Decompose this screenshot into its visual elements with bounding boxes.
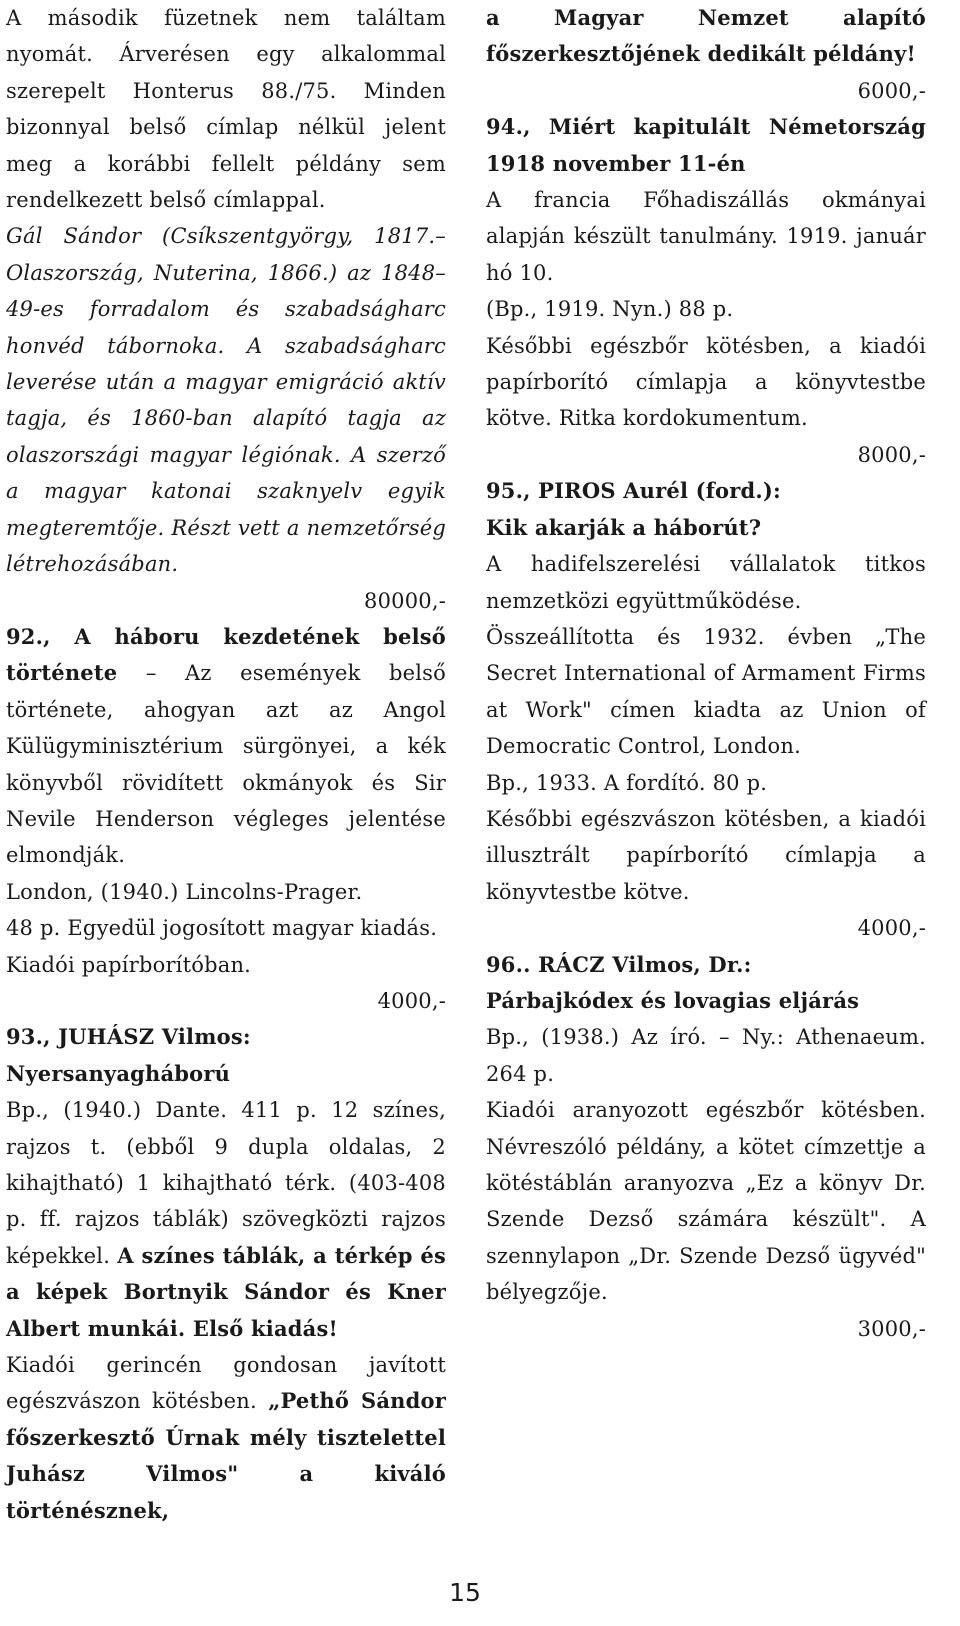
left-column bbox=[6, 0, 446, 1529]
entry-92-binding: Kiadói papírborítóban. bbox=[6, 952, 252, 977]
intro-paragraph: A második füzetnek nem találtam nyomát. Árverésen egy alkalommal szerepelt Honterus 88./75. Minden bizonnyal belső címlap nélkül jelent meg a korábbi fellelt példány sem rendelkezett belső címlappal. bbox=[6, 6, 446, 213]
right-column bbox=[486, 0, 926, 1347]
entry-95-author: 95., PIROS Aurél (ford.): bbox=[486, 478, 781, 504]
entry-95-binding: Későbbi egészvászon kötésben, a kiadói illusztrált papírborító címlapja a könyvtestbe kötve. bbox=[486, 806, 926, 904]
price-item-91: 80000,- bbox=[364, 588, 446, 613]
entry-93-dedication-start: „Pethő Sándor főszerkesztő Úrnak mély tisztelettel Juhász Vilmos" a kiváló történésznek, bbox=[6, 1388, 446, 1523]
entry-94-description: A francia Főhadiszállás okmányai alapján készült tanulmány. 1919. január hó 10. bbox=[486, 188, 926, 285]
entry-94-binding: Későbbi egészbőr kötésben, a kiadói papírborító címlapja a könyvtestbe kötve. Ritka kordokumentum. bbox=[486, 333, 926, 431]
entry-96-binding: Kiadói aranyozott egészbőr kötésben. Névreszóló példány, a kötet címzettje a kötéstáblán aranyozva „Ez a könyv Dr. Szende Dezső számára készült". A szennylapon „Dr. Szende Dezső ügyvéd" bélyegzője. bbox=[486, 1098, 926, 1305]
entry-96-title: Párbajkódex és lovagias eljárás bbox=[486, 987, 860, 1013]
entry-92-description bbox=[6, 619, 446, 874]
entry-95-description: A hadifelszerelési vállalatok titkos nemzetközi együttműködése. bbox=[486, 552, 926, 613]
entry-92-pages: 48 p. Egyedül jogosított magyar kiadás. bbox=[6, 916, 438, 941]
price-item-94: 8000,- bbox=[857, 442, 926, 467]
entry-93-binding bbox=[6, 1347, 446, 1529]
entry-92-title: 92., A háboru kezdetének belső története bbox=[6, 623, 446, 686]
price-item-93: 6000,- bbox=[857, 78, 926, 103]
author-biography: Gál Sándor (Csíkszentgyörgy, 1817.– Olaszország, Nuterina, 1866.) az 1848–49-es forradalom és szabadságharc honvéd tábornoka. A szabadságharc leverése után a magyar emigráció aktív tagja, és 1860-ban alapító tagja az olaszországi magyar légiónak. A szerző a magyar katonai szaknyelv egyik megteremtője. Részt vett a nemzetőrség létrehozásában. bbox=[6, 224, 446, 577]
entry-93-publication: Bp., (1940.) Dante. 411 p. 12 színes, rajzos t. (ebből 9 dupla oldalas, 2 kihajtható) 1 kihajtható térk. (403-408 p. ff. rajzos táblák) szövegközti rajzos képekkel. bbox=[6, 1098, 446, 1268]
entry-95-compilation: Összeállította és 1932. évben „The Secret International of Armament Firms at Work" címen kiadta az Union of Democratic Control, London. bbox=[486, 624, 926, 759]
entry-92-desc-text: Az események belső története, ahogyan azt az Angol Külügyminisztérium sürgönyei, a kék könyvből rövidített okmányok és Sir Nevile Henderson végleges jelentése elmondják. bbox=[6, 661, 447, 868]
price-item-96: 3000,- bbox=[857, 1316, 926, 1341]
entry-94-publication: (Bp., 1919. Nyn.) 88 p. bbox=[486, 297, 734, 322]
page-number: 15 bbox=[449, 1578, 481, 1607]
entry-93-dedication-end: a Magyar Nemzet alapító főszerkesztőjének dedikált példány! bbox=[486, 5, 926, 67]
entry-94-title: 94., Miért kapitulált Németország 1918 november 11-én bbox=[486, 114, 926, 176]
entry-92-dash: – bbox=[117, 661, 186, 686]
price-item-95: 4000,- bbox=[857, 916, 926, 941]
entry-93-details bbox=[6, 1092, 446, 1347]
entry-96-publication: Bp., (1938.) Az író. – Ny.: Athenaeum. 264 p. bbox=[486, 1025, 926, 1086]
entry-95-publication: Bp., 1933. A fordító. 80 p. bbox=[486, 770, 768, 795]
price-item-92: 4000,- bbox=[377, 988, 446, 1013]
entry-96-author: 96.. RÁCZ Vilmos, Dr.: bbox=[486, 951, 752, 977]
entry-93-author: 93., JUHÁSZ Vilmos: bbox=[6, 1024, 251, 1050]
entry-93-note: A színes táblák, a térkép és a képek Bortnyik Sándor és Kner Albert munkái. Első kiadás! bbox=[6, 1242, 446, 1341]
entry-92-publication: London, (1940.) Lincolns-Prager. bbox=[6, 879, 363, 904]
entry-93-binding-text: Kiadói gerincén gondosan javított egészvászon kötésben. bbox=[6, 1353, 446, 1414]
entry-95-title: Kik akarják a háborút? bbox=[486, 514, 762, 540]
entry-93-title: Nyersanyagháború bbox=[6, 1060, 231, 1086]
